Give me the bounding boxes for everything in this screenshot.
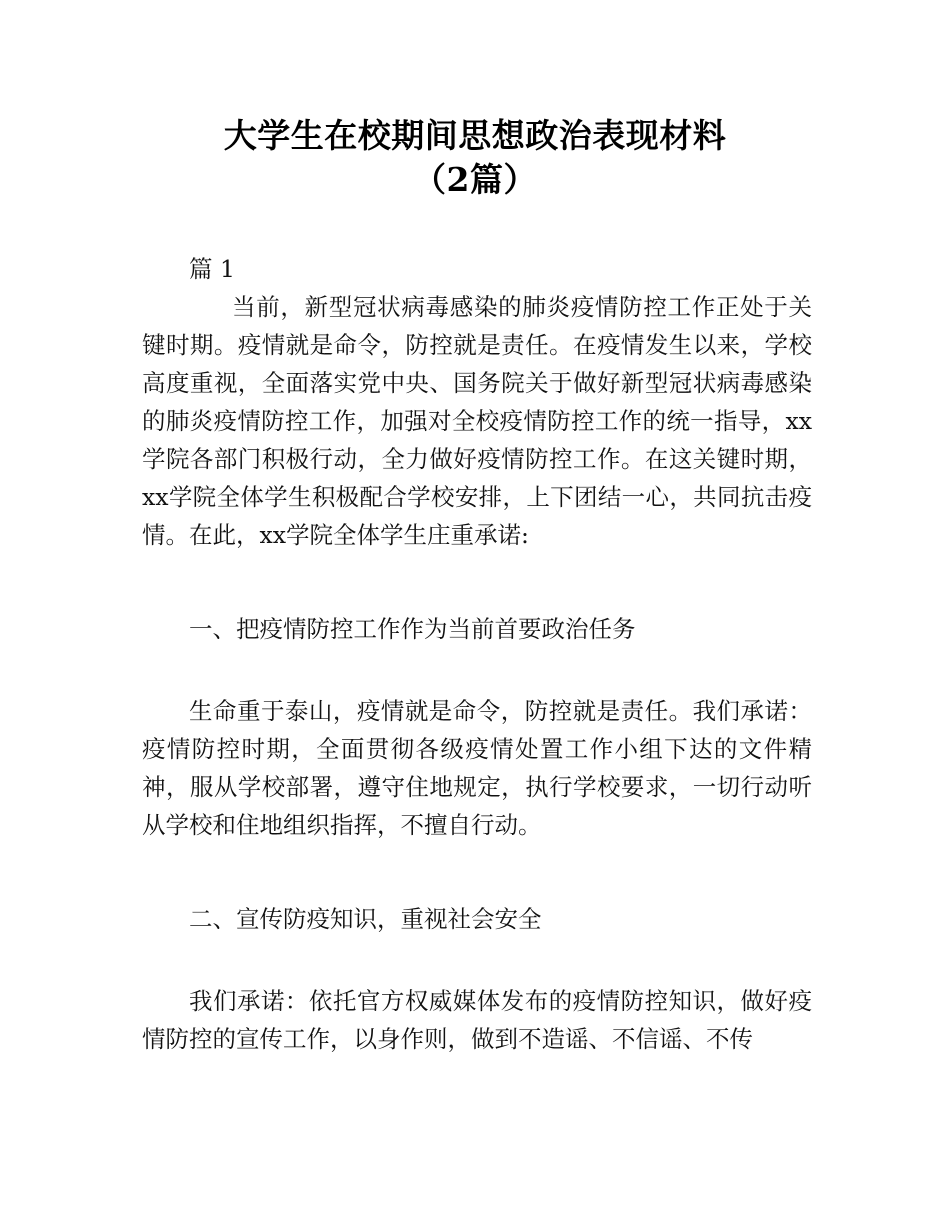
document-body (142, 250, 812, 1058)
section-heading-2: 二、宣传防疫知识，重视社会安全 (189, 905, 542, 933)
paragraph-spacer (142, 554, 812, 610)
intro-paragraph: 当前，新型冠状病毒感染的肺炎疫情防控工作正处于关键时期。疫情就是命令，防控就是责任。在疫情发生以来，学校高度重视，全面落实党中央、国务院关于做好新型冠状病毒感染的肺炎疫情防控工作，加强对全校疫情防控工作的统一指导，xx学院各部门积极行动，全力做好疫情防控工作。在这关键时期，xx学院全体学生积极配合学校安排，上下团结一心，共同抗击疫情。在此，xx学院全体学生庄重承诺: (142, 293, 812, 549)
document-subtitle: （2篇） (413, 160, 537, 199)
section-body-1: 生命重于泰山，疫情就是命令，防控就是责任。我们承诺：疫情防控时期，全面贯彻各级疫情处置工作小组下达的文件精神，服从学校部署，遵守住地规定，执行学校要求，一切行动听从学校和住地组织指挥，不擅自行动。 (142, 697, 812, 839)
section-body-2: 我们承诺：依托官方权威媒体发布的疫情防控知识，做好疫情防控的宣传工作，以身作则，做到不造谣、不信谣、不传 (142, 987, 812, 1053)
paragraph-spacer (142, 844, 812, 900)
document-title: 大学生在校期间思想政治表现材料 (223, 116, 727, 155)
article-label: 篇 1 (189, 255, 235, 283)
paragraph-spacer (142, 938, 812, 982)
paragraph-spacer (142, 648, 812, 692)
section-heading-1: 一、把疫情防控工作作为当前首要政治任务 (189, 615, 636, 643)
